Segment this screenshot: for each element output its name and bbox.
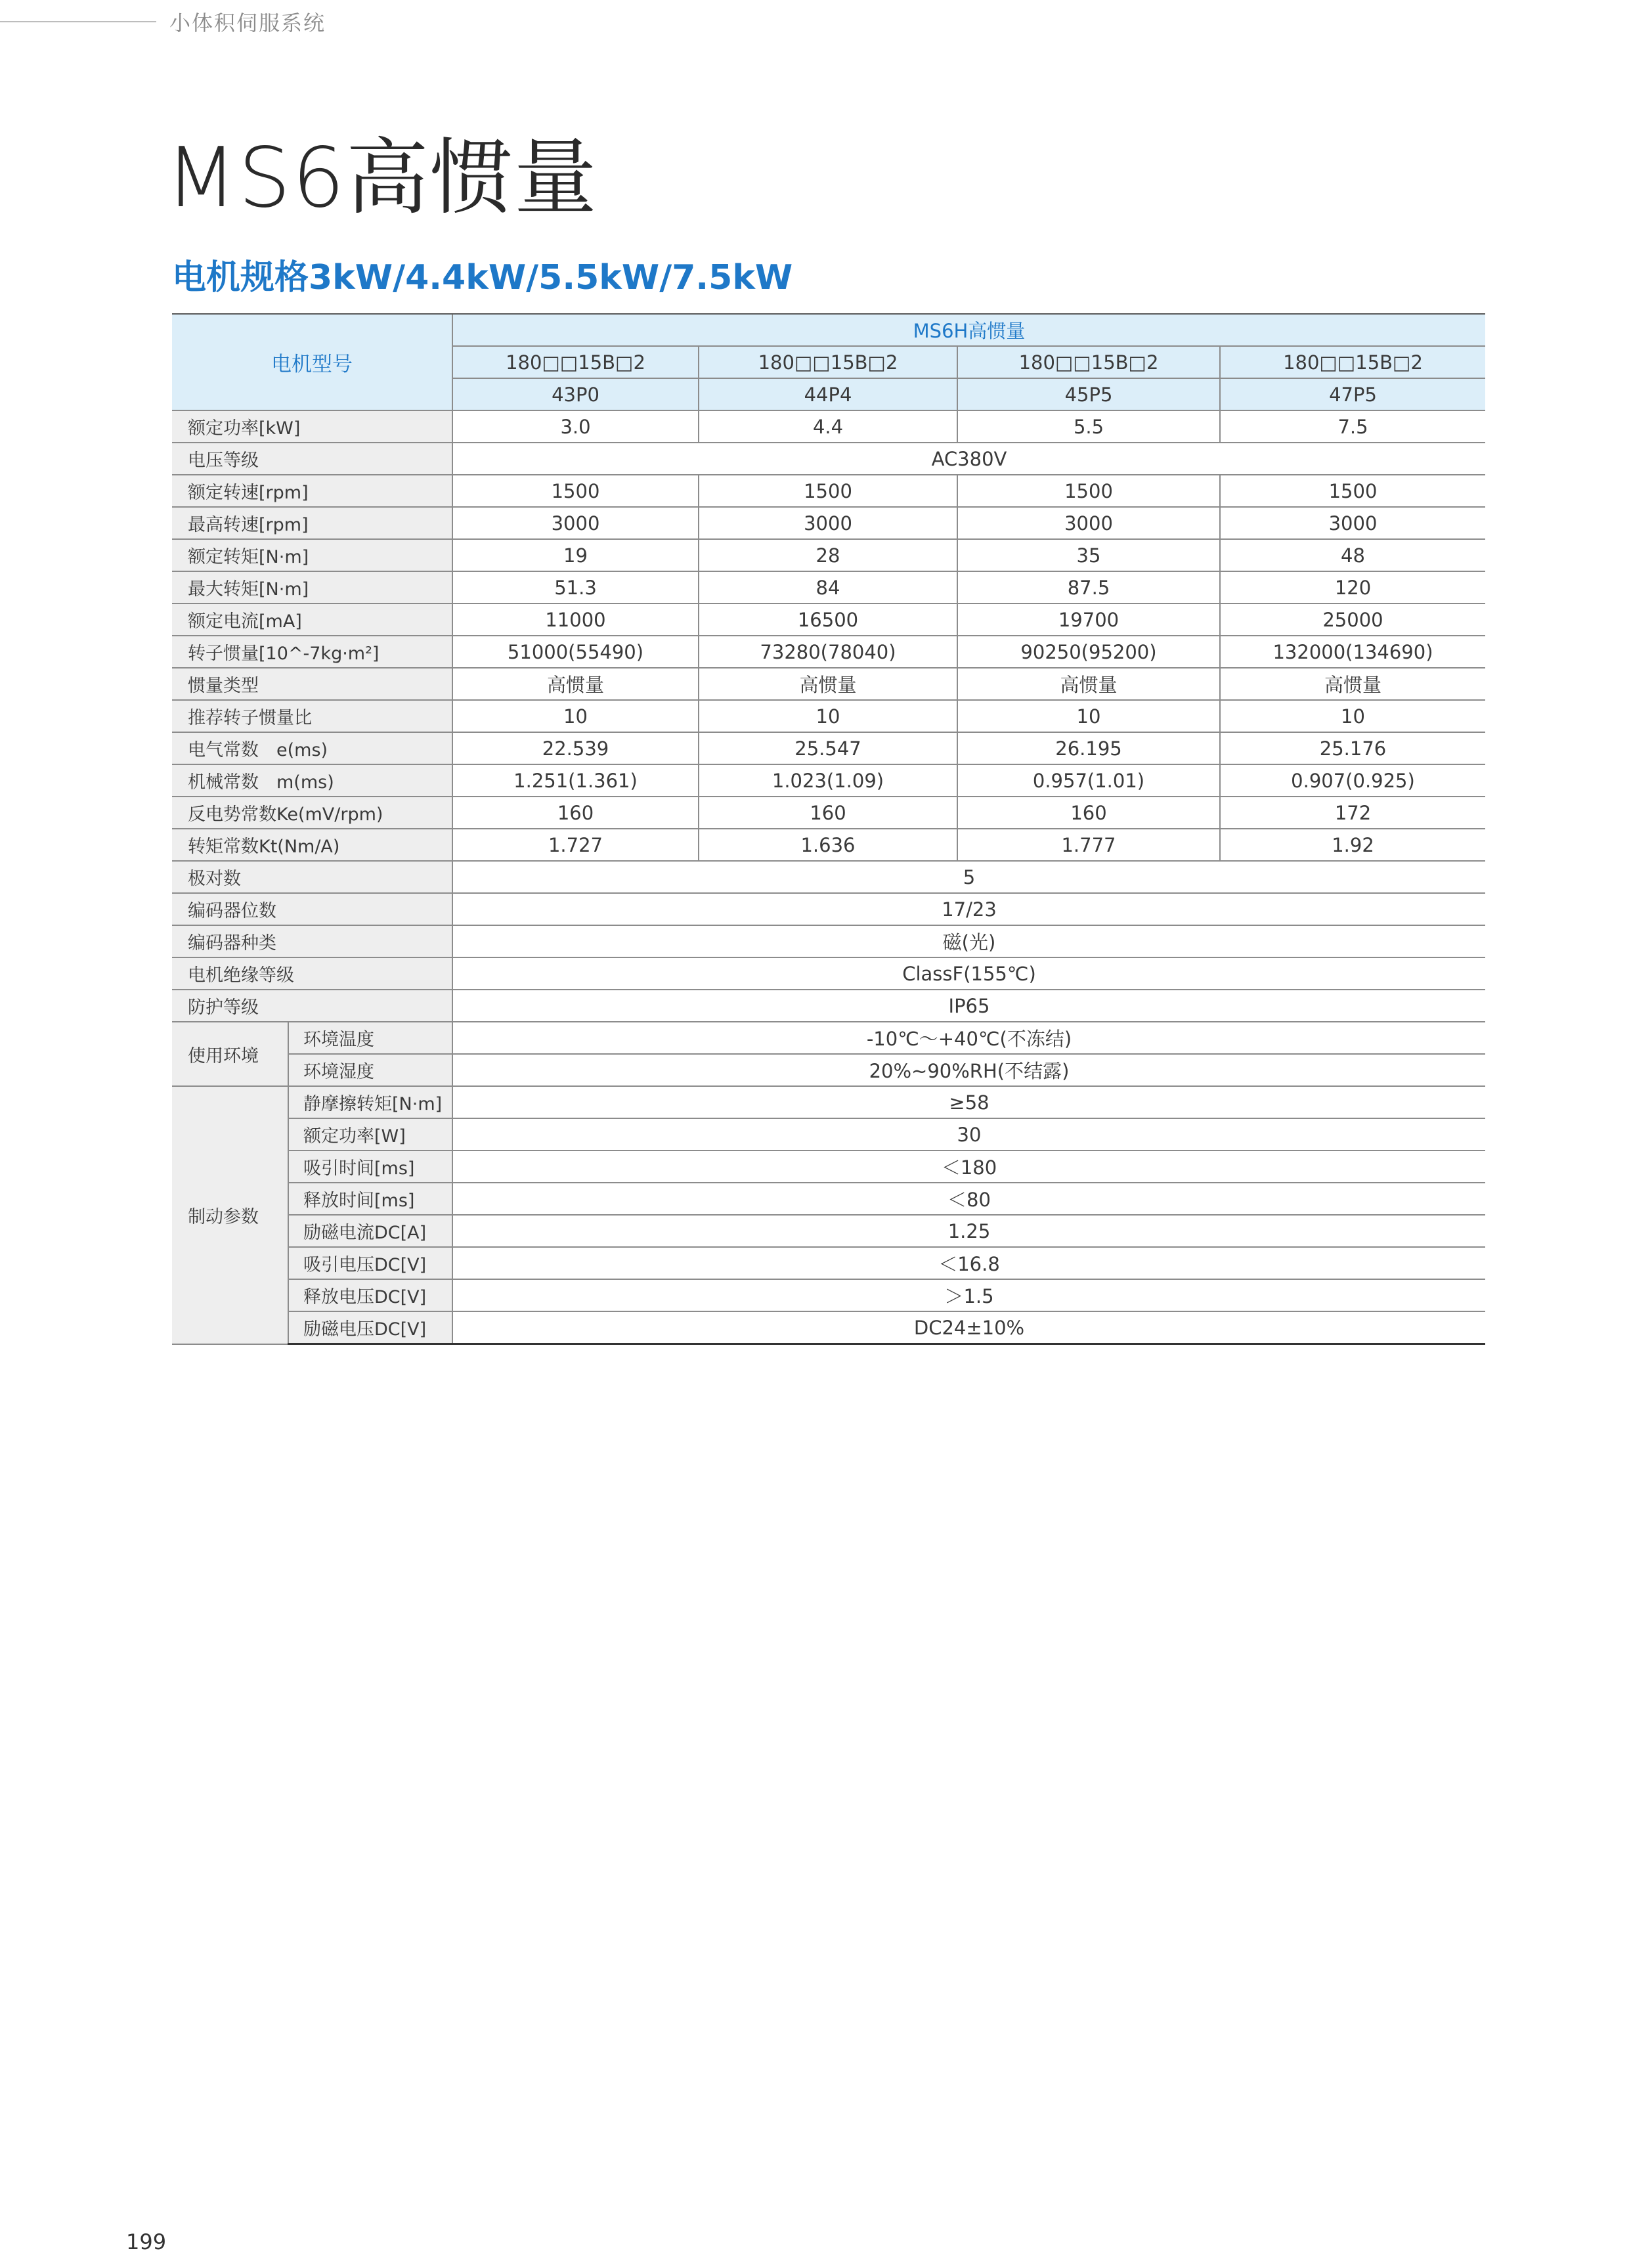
- row-label: 惯量类型: [172, 668, 452, 700]
- table-row: [172, 990, 1485, 1022]
- value-cell-span: ClassF(155℃): [452, 957, 1485, 990]
- series-header: MS6H高惯量: [452, 314, 1485, 346]
- section-header: 小体积伺服系统: [169, 11, 326, 35]
- row-label: 防护等级: [172, 990, 452, 1022]
- value-cell: 1.92: [1220, 829, 1485, 861]
- value-cell: 73280(78040): [699, 636, 957, 668]
- sub-row-label: 额定功率[W]: [288, 1118, 452, 1150]
- model-cell: 180□□15B□2: [699, 346, 957, 378]
- table-row: [172, 1086, 1485, 1118]
- row-label: 额定转速[rpm]: [172, 475, 452, 507]
- value-cell: 25.176: [1220, 732, 1485, 764]
- sub-row-label: 静摩擦转矩[N·m]: [288, 1086, 452, 1118]
- table-row: [172, 1118, 1485, 1150]
- value-cell: 4.4: [699, 410, 957, 443]
- table-row: [172, 732, 1485, 764]
- value-cell-span: 5: [452, 861, 1485, 893]
- row-label: 最大转矩[N·m]: [172, 571, 452, 603]
- row-label: 额定功率[kW]: [172, 410, 452, 443]
- value-cell: 1.023(1.09): [699, 764, 957, 797]
- table-row: [172, 764, 1485, 797]
- value-cell: 22.539: [452, 732, 699, 764]
- value-cell: 84: [699, 571, 957, 603]
- table-row: [172, 1279, 1485, 1311]
- value-cell: 10: [957, 700, 1220, 732]
- sub-row-label: 释放电压DC[V]: [288, 1279, 452, 1311]
- value-cell-span: AC380V: [452, 443, 1485, 475]
- value-cell-span: ＞1.5: [452, 1279, 1485, 1311]
- value-cell: 160: [957, 797, 1220, 829]
- value-cell: 11000: [452, 603, 699, 636]
- value-cell: 28: [699, 539, 957, 571]
- sub-row-label: 吸引电压DC[V]: [288, 1247, 452, 1279]
- value-cell: 1.636: [699, 829, 957, 861]
- value-cell: 0.957(1.01): [957, 764, 1220, 797]
- value-cell: 3000: [957, 507, 1220, 539]
- value-cell-span: 20%~90%RH(不结露): [452, 1054, 1485, 1086]
- value-cell: 19: [452, 539, 699, 571]
- value-cell-span: 30: [452, 1118, 1485, 1150]
- code-cell: 47P5: [1220, 378, 1485, 410]
- value-cell: 51.3: [452, 571, 699, 603]
- value-cell: 1.251(1.361): [452, 764, 699, 797]
- row-label: 额定转矩[N·m]: [172, 539, 452, 571]
- value-cell: 1500: [452, 475, 699, 507]
- table-row: [172, 893, 1485, 925]
- value-cell: 高惯量: [452, 668, 699, 700]
- value-cell: 10: [699, 700, 957, 732]
- table-row: [172, 1247, 1485, 1279]
- row-label: 电气常数 e(ms): [172, 732, 452, 764]
- code-cell: 43P0: [452, 378, 699, 410]
- row-label: 转子惯量[10^-7kg·m²]: [172, 636, 452, 668]
- sub-row-label: 释放时间[ms]: [288, 1183, 452, 1215]
- table-row: [172, 1054, 1485, 1086]
- sub-row-label: 吸引时间[ms]: [288, 1150, 452, 1183]
- table-row: [172, 861, 1485, 893]
- value-cell: 48: [1220, 539, 1485, 571]
- page-number: 199: [126, 2229, 167, 2254]
- row-label: 电压等级: [172, 443, 452, 475]
- value-cell: 1.777: [957, 829, 1220, 861]
- value-cell-span: ≥58: [452, 1086, 1485, 1118]
- value-cell: 高惯量: [1220, 668, 1485, 700]
- value-cell: 3000: [1220, 507, 1485, 539]
- value-cell-span: 磁(光): [452, 925, 1485, 957]
- table-row: [172, 797, 1485, 829]
- table-row: [172, 539, 1485, 571]
- table-row: [172, 475, 1485, 507]
- value-cell-span: ＜180: [452, 1150, 1485, 1183]
- model-cell: 180□□15B□2: [452, 346, 699, 378]
- value-cell-span: ＜16.8: [452, 1247, 1485, 1279]
- table-row: [172, 1183, 1485, 1215]
- table-row: [172, 410, 1485, 443]
- value-cell: 132000(134690): [1220, 636, 1485, 668]
- value-cell: 10: [1220, 700, 1485, 732]
- sub-row-label: 环境湿度: [288, 1054, 452, 1086]
- value-cell: 160: [699, 797, 957, 829]
- value-cell: 1500: [699, 475, 957, 507]
- row-label: 推荐转子惯量比: [172, 700, 452, 732]
- value-cell: 19700: [957, 603, 1220, 636]
- brake-group-label: 制动参数: [172, 1086, 288, 1344]
- table-row: [172, 571, 1485, 603]
- value-cell: 1500: [1220, 475, 1485, 507]
- page-title: MS6高惯量: [165, 129, 598, 226]
- value-cell: 26.195: [957, 732, 1220, 764]
- row-label: 最高转速[rpm]: [172, 507, 452, 539]
- value-cell: 16500: [699, 603, 957, 636]
- table-row: [172, 925, 1485, 957]
- row-label: 编码器种类: [172, 925, 452, 957]
- table-row: [172, 1311, 1485, 1344]
- header-rule: [0, 21, 156, 22]
- value-cell: 25000: [1220, 603, 1485, 636]
- row-label: 反电势常数Ke(mV/rpm): [172, 797, 452, 829]
- code-cell: 44P4: [699, 378, 957, 410]
- row-label: 电机绝缘等级: [172, 957, 452, 990]
- value-cell: 51000(55490): [452, 636, 699, 668]
- sub-row-label: 励磁电压DC[V]: [288, 1311, 452, 1344]
- value-cell: 3000: [699, 507, 957, 539]
- table-row: [172, 668, 1485, 700]
- model-label: 电机型号: [172, 314, 452, 410]
- row-label: 编码器位数: [172, 893, 452, 925]
- value-cell: 35: [957, 539, 1220, 571]
- value-cell: 160: [452, 797, 699, 829]
- table-row: [172, 829, 1485, 861]
- sub-row-label: 励磁电流DC[A]: [288, 1215, 452, 1247]
- sub-row-label: 环境温度: [288, 1022, 452, 1054]
- value-cell: 10: [452, 700, 699, 732]
- value-cell: 120: [1220, 571, 1485, 603]
- value-cell-span: 1.25: [452, 1215, 1485, 1247]
- value-cell: 3.0: [452, 410, 699, 443]
- table-row: [172, 443, 1485, 475]
- value-cell-span: ＜80: [452, 1183, 1485, 1215]
- value-cell: 172: [1220, 797, 1485, 829]
- model-cell: 180□□15B□2: [1220, 346, 1485, 378]
- table-row: [172, 603, 1485, 636]
- value-cell: 90250(95200): [957, 636, 1220, 668]
- table-row: [172, 1215, 1485, 1247]
- table-row: [172, 1150, 1485, 1183]
- value-cell: 高惯量: [699, 668, 957, 700]
- row-label: 额定电流[mA]: [172, 603, 452, 636]
- value-cell: 1500: [957, 475, 1220, 507]
- value-cell-span: IP65: [452, 990, 1485, 1022]
- value-cell: 3000: [452, 507, 699, 539]
- value-cell: 高惯量: [957, 668, 1220, 700]
- value-cell: 25.547: [699, 732, 957, 764]
- table-row: [172, 957, 1485, 990]
- value-cell: 0.907(0.925): [1220, 764, 1485, 797]
- model-cell: 180□□15B□2: [957, 346, 1220, 378]
- value-cell: 5.5: [957, 410, 1220, 443]
- row-label: 机械常数 m(ms): [172, 764, 452, 797]
- page-subtitle: 电机规格3kW/4.4kW/5.5kW/7.5kW: [172, 258, 793, 297]
- table-row: [172, 636, 1485, 668]
- code-cell: 45P5: [957, 378, 1220, 410]
- value-cell: 1.727: [452, 829, 699, 861]
- row-label: 转矩常数Kt(Nm/A): [172, 829, 452, 861]
- value-cell: 87.5: [957, 571, 1220, 603]
- value-cell-span: 17/23: [452, 893, 1485, 925]
- table-row: [172, 1022, 1485, 1054]
- table-row: [172, 700, 1485, 732]
- table-row: [172, 507, 1485, 539]
- spec-table: [172, 313, 1485, 1345]
- value-cell: 7.5: [1220, 410, 1485, 443]
- value-cell-span: DC24±10%: [452, 1311, 1485, 1344]
- environment-group-label: 使用环境: [172, 1022, 288, 1086]
- row-label: 极对数: [172, 861, 452, 893]
- value-cell-span: -10℃～+40℃(不冻结): [452, 1022, 1485, 1054]
